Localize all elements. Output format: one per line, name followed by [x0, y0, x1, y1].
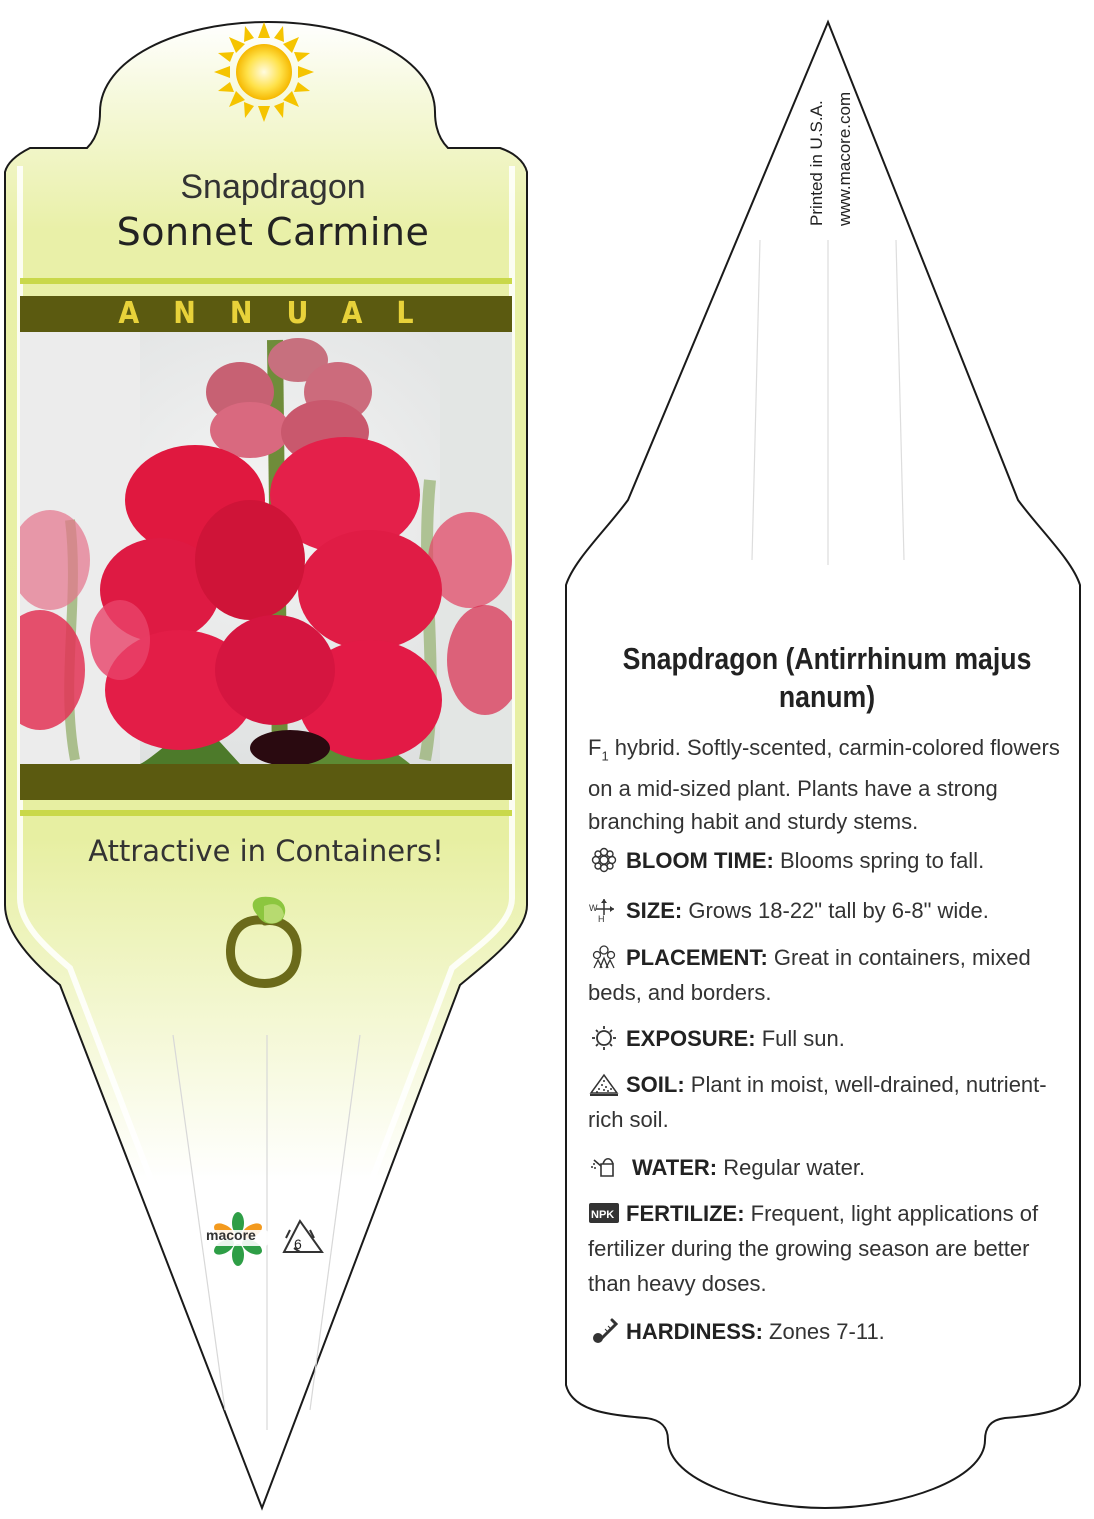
size-label: SIZE:	[626, 898, 683, 923]
info-soil	[588, 1067, 1068, 1137]
brand-name: macore	[206, 1227, 256, 1243]
soil-label: SOIL:	[626, 1072, 685, 1097]
recycle-code: 6	[294, 1236, 302, 1252]
info-water	[588, 1150, 1068, 1185]
size-icon	[588, 897, 620, 923]
hardiness-label: HARDINESS:	[626, 1319, 763, 1344]
placement-value: Great in containers, mixed beds, and borders.	[588, 945, 1031, 1005]
tagline: Attractive in Containers!	[88, 834, 444, 868]
exposure-label: EXPOSURE:	[626, 1026, 756, 1051]
title-light-rule	[20, 278, 512, 284]
common-name: Snapdragon	[180, 168, 366, 206]
website: www.macore.com	[835, 91, 854, 226]
thermometer-icon	[588, 1318, 620, 1344]
exposure-sun-icon	[588, 1025, 620, 1051]
info-placement	[588, 940, 1068, 1010]
description-text: hybrid. Softly-scented, carmin-colored flowers on a mid-sized plant. Plants have a strong branching habit and sturdy stems.	[588, 735, 1060, 835]
soil-value: Plant in moist, well-drained, nutrient-rich soil.	[588, 1072, 1047, 1132]
svg-text:NPK: NPK	[591, 1209, 615, 1221]
water-value: Regular water.	[717, 1155, 866, 1180]
photo-bottom-band	[20, 764, 512, 800]
print-origin	[806, 92, 856, 226]
info-size	[588, 893, 1068, 928]
fertilize-value: Frequent, light applications of fertilizer during the growing season are better than heavy doses.	[588, 1201, 1039, 1296]
svg-text:H: H	[598, 914, 605, 923]
bloom-time-value: Blooms spring to fall.	[773, 848, 985, 873]
placement-icon	[588, 944, 620, 970]
printed-in: Printed in U.S.A.	[807, 100, 826, 226]
tagline-light-rule	[20, 810, 512, 816]
flower-icon	[588, 847, 620, 873]
description-prefix: F	[588, 735, 602, 760]
exposure-value: Full sun.	[755, 1026, 845, 1051]
info-exposure	[588, 1021, 1068, 1056]
description-subscript: 1	[601, 748, 609, 764]
cultivar-name: Sonnet Carmine	[116, 210, 430, 254]
description	[588, 731, 1068, 838]
info-hardiness	[588, 1314, 1068, 1349]
plant-photo	[0, 332, 523, 766]
soil-icon	[588, 1071, 620, 1097]
fertilize-label: FERTILIZE:	[626, 1201, 745, 1226]
sun-icon	[214, 22, 314, 122]
npk-icon	[588, 1200, 620, 1226]
info-bloom-time	[588, 843, 1068, 878]
category-label: ANNUAL	[118, 296, 448, 331]
placement-label: PLACEMENT:	[626, 945, 768, 970]
back-title: Snapdragon (Antirrhinum majus nanum)	[622, 641, 1032, 714]
info-fertilize	[588, 1196, 1068, 1301]
size-value: Grows 18-22" tall by 6-8" wide.	[682, 898, 989, 923]
bloom-time-label: BLOOM TIME:	[626, 848, 774, 873]
svg-text:W: W	[589, 903, 598, 913]
water-label: WATER:	[632, 1155, 718, 1180]
watering-can-icon	[588, 1154, 626, 1180]
hardiness-value: Zones 7-11.	[762, 1319, 885, 1344]
